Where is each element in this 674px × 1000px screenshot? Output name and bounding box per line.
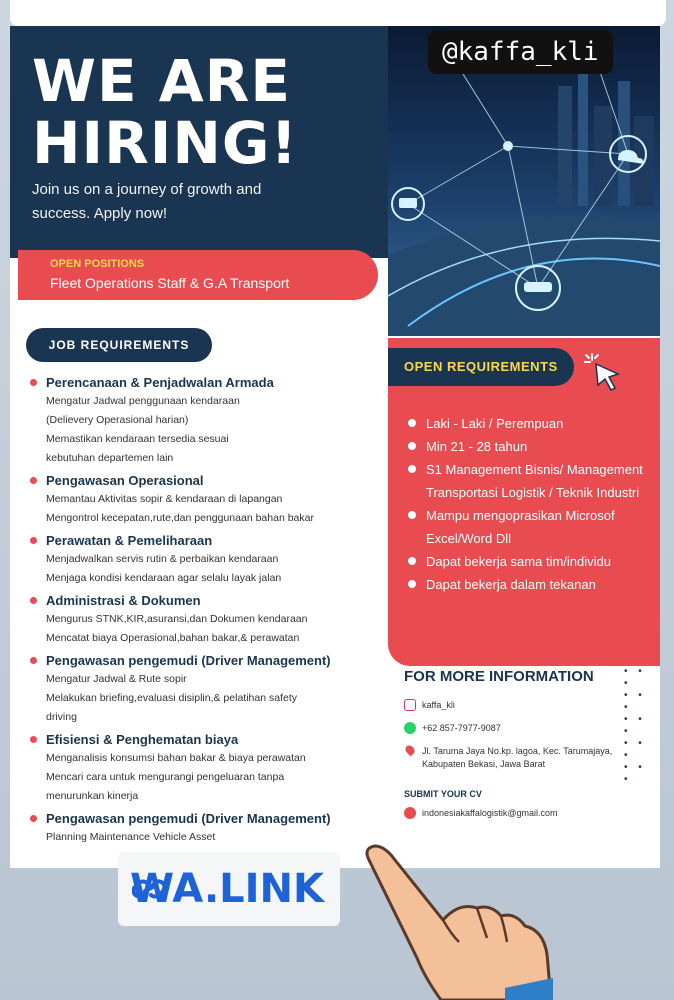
pointing-hand-icon [355, 838, 555, 1000]
open-requirements-heading: OPEN REQUIREMENTS [388, 348, 574, 386]
desc-line: Mengurus STNK,KIR,asuransi,dan Dokumen kendaraan [46, 613, 308, 625]
email-icon [404, 807, 416, 819]
job-title: Perawatan & Pemeliharaan [28, 532, 388, 550]
list-item [28, 731, 388, 806]
location-pin-icon [404, 744, 417, 757]
job-desc [28, 749, 388, 806]
job-title: Administrasi & Dokumen [28, 592, 388, 610]
desc-line: Mencari cara untuk mengurangi pengeluaran tanpa [46, 771, 285, 783]
cursor-click-icon [584, 352, 628, 392]
list-item [28, 810, 388, 847]
title-line-1: WE ARE [32, 47, 291, 115]
wa-link-text: WA.LINK [129, 866, 324, 912]
job-title: Efisiensi & Penghematan biaya [28, 731, 388, 749]
desc-line: Memantau Aktivitas sopir & kendaraan di lapangan [46, 493, 283, 505]
email-address: indonesiakaffalogistik@gmail.com [422, 808, 558, 818]
desc-line: Memastikan kendaraan tersedia sesuai [46, 433, 229, 445]
desc-line: Melakukan briefing,evaluasi disiplin,& pelatihan safety [46, 692, 297, 704]
job-desc [28, 550, 388, 588]
desc-line: Mencatat biaya Operasional,bahan bakar,& perawatan [46, 632, 300, 644]
job-desc [28, 670, 388, 727]
desc-line: driving [46, 711, 77, 723]
job-desc [28, 490, 388, 528]
desc-line: Menganalisis konsumsi bahan bakar & biaya perawatan [46, 752, 306, 764]
job-list [28, 374, 388, 851]
username-sticker[interactable]: @kaffa_kli [428, 30, 613, 74]
wa-link-sticker[interactable] [118, 852, 340, 926]
subtitle: Join us on a journey of growth and success. Apply now! [32, 181, 262, 222]
desc-line: Mengatur Jadwal & Rute sopir [46, 673, 187, 685]
whatsapp-icon [404, 722, 416, 734]
dot-pattern: • • • • • • • • • • • • • • • [624, 666, 646, 785]
open-positions-label: OPEN POSITIONS [50, 258, 145, 270]
link-icon [132, 874, 166, 904]
instagram-icon [404, 699, 416, 711]
job-desc [28, 828, 388, 847]
list-item [28, 472, 388, 528]
list-item [28, 652, 388, 727]
job-desc [28, 610, 388, 648]
list-item: Laki - Laki / Perempuan [406, 412, 646, 435]
submit-cv-label: SUBMIT YOUR CV [404, 789, 482, 799]
desc-line: menurunkan kinerja [46, 790, 139, 802]
email-row[interactable] [404, 807, 644, 820]
address-row [404, 745, 648, 771]
desc-line: (Delievery Operasional harian) [46, 414, 189, 426]
desc-line: Menjaga kondisi kendaraan agar selalu layak jalan [46, 572, 282, 584]
list-item [28, 592, 388, 648]
list-item: S1 Management Bisnis/ Management Transportasi Logistik / Teknik Industri [406, 458, 646, 504]
info-title: FOR MORE INFORMATION [404, 668, 594, 685]
desc-line: kebutuhan departemen lain [46, 452, 174, 464]
instagram-handle: kaffa_kli [422, 700, 455, 710]
list-item: Dapat bekerja sama tim/individu [406, 550, 646, 573]
title-line-2: HIRING! [32, 109, 298, 177]
desc-line: Menjadwalkan servis rutin & perbaikan kendaraan [46, 553, 279, 565]
list-item [28, 532, 388, 588]
list-item: Min 21 - 28 tahun [406, 435, 646, 458]
phone-number: +62 857-7977-9087 [422, 723, 501, 733]
contact-info [404, 668, 644, 820]
requirements-list [406, 412, 646, 596]
job-requirements-heading: JOB REQUIREMENTS [26, 328, 212, 362]
open-positions-value: Fleet Operations Staff & G.A Transport [50, 275, 290, 291]
list-item [28, 374, 388, 468]
address-text: Jl. Taruma Jaya No.kp. lagoa, Kec. Tarumajaya, Kabupaten Bekasi, Jawa Barat [422, 746, 613, 769]
instagram-row[interactable] [404, 699, 644, 712]
job-title: Perencanaan & Penjadwalan Armada [28, 374, 388, 392]
job-title: Pengawasan pengemudi (Driver Management) [28, 652, 388, 670]
job-title: Pengawasan pengemudi (Driver Management) [28, 810, 388, 828]
job-title: Pengawasan Operasional [28, 472, 388, 490]
list-item: Dapat bekerja dalam tekanan [406, 573, 646, 596]
open-requirements-panel [388, 338, 660, 666]
job-desc [28, 392, 388, 468]
desc-line: Mengatur Jadwal penggunaan kendaraan [46, 395, 240, 407]
desc-line: Planning Maintenance Vehicle Asset [46, 831, 216, 843]
desc-line: Mengontrol kecepatan,rute,dan penggunaan bahan bakar [46, 512, 314, 524]
whatsapp-row[interactable] [404, 722, 644, 735]
open-positions-banner [18, 250, 378, 300]
page-title [32, 47, 298, 177]
story-top-bar [10, 0, 666, 26]
list-item: Mampu mengoprasikan Microsof Excel/Word Dll [406, 504, 646, 550]
